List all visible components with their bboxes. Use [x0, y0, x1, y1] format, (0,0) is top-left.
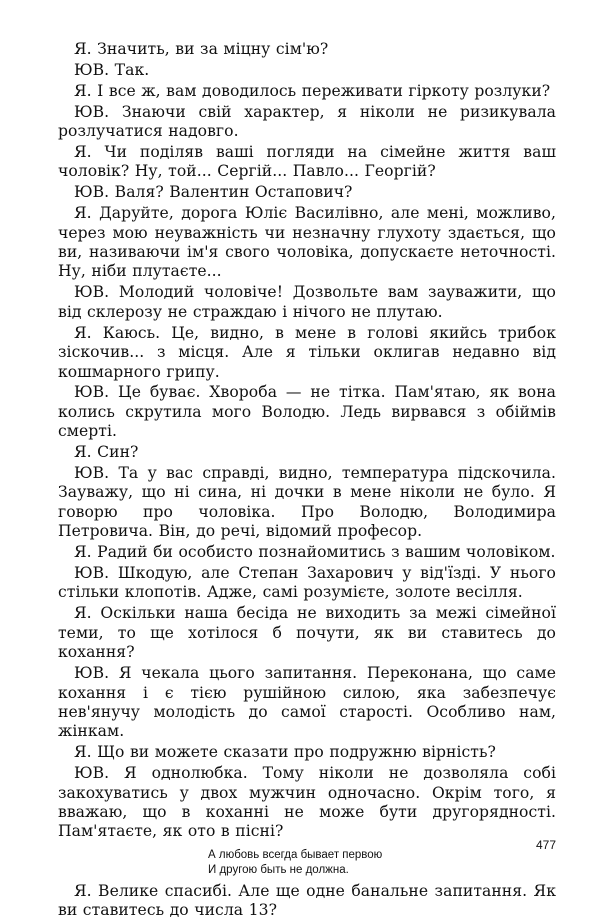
paragraph-5: Я. Чи поділяв ваші погляди на сімейне життя ваш чоловік? Ну, той... Сергій... Павло... Георгій?	[58, 143, 556, 181]
paragraph-4: ЮВ. Знаючи свій характер, я ніколи не ризикувала розлучатися надовго.	[58, 102, 556, 141]
paragraph-6: ЮВ. Валя? Валентин Остапович?	[74, 183, 353, 202]
poem-quote	[208, 848, 556, 878]
poem-line-2: И другою быть не должна.	[208, 863, 349, 876]
paragraph-8: ЮВ. Молодий чоловіче! Дозвольте вам зауважити, що від склерозу не страждаю і нічого не плутаю.	[58, 283, 556, 321]
paragraph-7: Я. Даруйте, дорога Юліє Василівно, але мені, можливо, через мою неуважність чи незначну глухоту здається, що ви, називаючи ім'я свого чоловіка, допускаєте неточності. Ну, ніби плутаєте...	[58, 204, 556, 281]
page-body	[58, 40, 556, 922]
paragraph-16: ЮВ. Я чекала цього запитання. Переконана, що саме кохання і є тією рушійною силою, яка забезпечує нев'янучу молодість до самої старості. Особливо нам, жінкам.	[58, 664, 556, 741]
page-number: 477	[535, 838, 556, 852]
paragraph-2: ЮВ. Так.	[74, 60, 150, 79]
poem-line-1: А любовь всегда бывает первою	[208, 848, 383, 861]
paragraph-15: Я. Оскільки наша бесіда не виходить за межі сімейної теми, то ще хотілося б почути, як ви ставитесь до кохання?	[58, 604, 556, 662]
closing-paragraph: Я. Велике спасибі. Але ще одне банальне запитання. Як ви ставитесь до числа 13?	[58, 881, 556, 920]
paragraph-10: ЮВ. Це буває. Хвороба — не тітка. Пам'ятаю, як вона колись скрутила мого Володю. Ледь вирвався з обіймів смерті.	[58, 383, 556, 441]
paragraph-1: Я. Значить, ви за міцну сім'ю?	[74, 40, 329, 58]
paragraph-13: Я. Радий би особисто познайомитись з вашим чоловіком.	[74, 543, 556, 562]
paragraph-18: ЮВ. Я однолюбка. Тому ніколи не дозволяла собі закохуватись у двох мужчин одночасно. Окрім того, я вважаю, що в коханні не може бути другорядності. Пам'ятаєте, як ото в пісні?	[58, 764, 556, 841]
paragraph-9: Я. Каюсь. Це, видно, в мене в голові якийсь трибок зіскочив... з місця. Але я тільки оклигав недавно від кошмарного грипу.	[58, 323, 556, 381]
paragraph-17: Я. Що ви можете сказати про подружню вірність?	[74, 743, 496, 762]
paragraph-12: ЮВ. Та у вас справді, видно, температура підскочила. Зауважу, що ні сина, ні дочки в мене ніколи не було. Я говорю про чоловіка. Про Володю, Володимира Петровича. Він, до речі, відомий професор.	[58, 464, 556, 541]
paragraph-3: Я. І все ж, вам доводилось переживати гіркоту розлуки?	[74, 81, 551, 100]
paragraph-11: Я. Син?	[74, 443, 139, 462]
paragraph-14: ЮВ. Шкодую, але Степан Захарович у від'їзді. У нього стільки клопотів. Адже, самі розумієте, золоте весілля.	[58, 564, 556, 602]
